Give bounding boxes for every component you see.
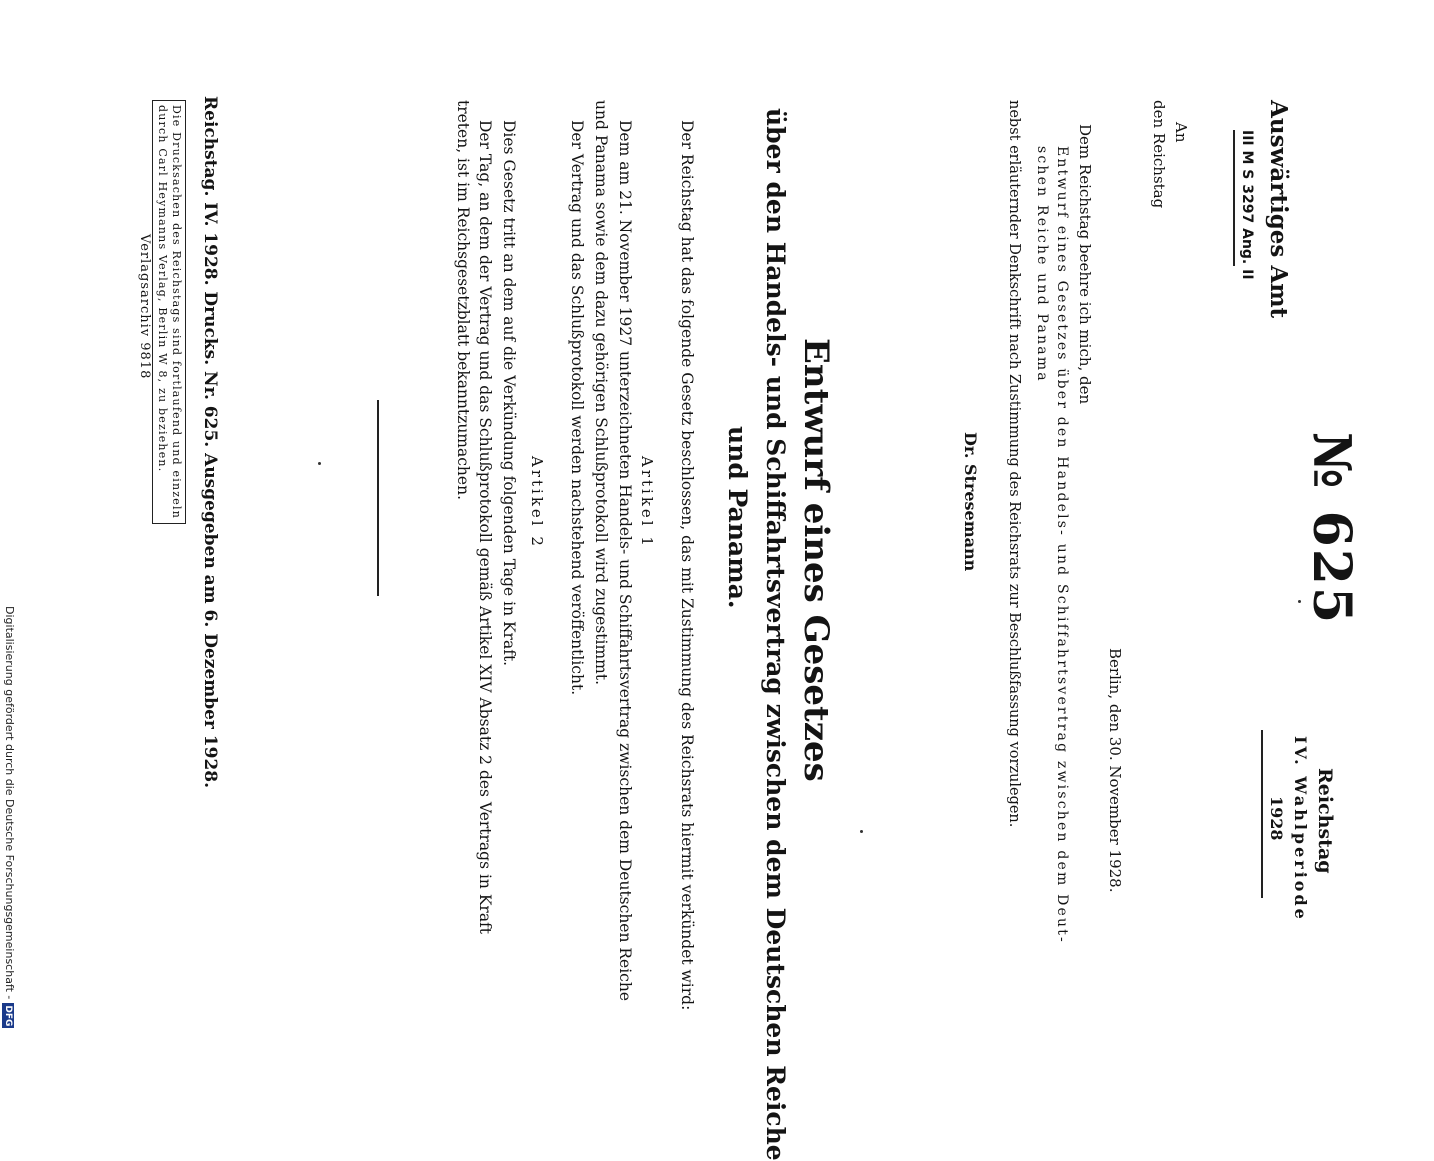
letter-line-2: Entwurf eines Gesetzes über den Handels- und Schiffahrtsvertrag zwischen dem Deut- xyxy=(1054,146,1070,944)
article-1-paragraph-3: Der Vertrag und das Schlußprotokoll werden nachstehend veröffentlicht. xyxy=(568,120,586,696)
article-1-paragraph-2: und Panama sowie dem dazu gehörigen Schlußprotokoll wird zugestimmt. xyxy=(592,100,610,686)
wahlperiode-label: IV. Wahlperiode xyxy=(1291,736,1310,922)
speck xyxy=(860,830,863,833)
distribution-note-line-1: Die Drucksachen des Reichstags sind fortlaufend und einzeln xyxy=(170,105,183,519)
article-1-heading: Artikel 1 xyxy=(638,456,656,549)
reichstag-label: Reichstag xyxy=(1314,768,1336,874)
document-number: № 625 xyxy=(1301,432,1362,626)
article-2-paragraph-3: treten, ist im Reichsgesetzblatt bekanntzumachen. xyxy=(454,100,472,500)
imprint-line: Reichstag. IV. 1928. Drucks. Nr. 625. Ausgegeben am 6. Dezember 1928. xyxy=(200,96,220,789)
distribution-note xyxy=(152,100,186,524)
publisher-archive: Verlagsarchiv 9818 xyxy=(137,234,152,380)
reference-number: III M S 3297 Ang. II xyxy=(1239,130,1255,280)
title-line-1: Entwurf eines Gesetzes xyxy=(796,338,836,782)
letter-line-4: nebst erläuternder Denkschrift nach Zustimmung des Reichsrats zur Beschlußfassung vorzulegen. xyxy=(1006,100,1022,828)
separator-rule xyxy=(377,400,379,596)
title-line-3: und Panama. xyxy=(723,426,752,609)
signature: Dr. Stresemann xyxy=(961,432,980,572)
enactment-clause: Der Reichstag hat das folgende Gesetz beschlossen, das mit Zustimmung des Reichsrats hiermit verkündet wird: xyxy=(678,120,696,1011)
distribution-note-line-2: durch Carl Heymanns Verlag, Berlin W 8, zu beziehen. xyxy=(156,105,169,473)
speck xyxy=(318,462,321,465)
title-line-2: über den Handels- und Schiffahrtsvertrag zwischen dem Deutschen Reiche xyxy=(761,108,790,1161)
article-1-paragraph-1: Dem am 21. November 1927 unterzeichneten Handels- und Schiffahrtsvertrag zwischen dem Deutschen Reiche xyxy=(616,120,634,1002)
article-2-heading: Artikel 2 xyxy=(528,456,546,549)
letter-line-1: Dem Reichstag beehre ich mich, den xyxy=(1076,124,1094,405)
reference-underline xyxy=(1233,130,1235,266)
credit-text: Digitalisierung gefördert durch die Deutsche Forschungsgemeinschaft - xyxy=(3,606,16,1000)
speck xyxy=(1298,600,1301,603)
article-2-paragraph-2: Der Tag, an dem der Vertrag und das Schlußprotokoll gemäß Artikel XIV Absatz 2 des Vertrags in Kraft xyxy=(476,120,494,935)
recipient-an: An xyxy=(1172,122,1190,143)
bracket-top xyxy=(1261,730,1263,898)
year-label: 1928 xyxy=(1267,796,1286,841)
article-2-paragraph-1: Dies Gesetz tritt an dem auf die Verkündung folgenden Tage in Kraft. xyxy=(500,120,518,667)
letter-line-3: schen Reiche und Panama xyxy=(1034,146,1050,383)
place-date: Berlin, den 30. November 1928. xyxy=(1106,648,1124,893)
dfg-logo: DFG xyxy=(3,1005,13,1027)
office-name: Auswärtiges Amt xyxy=(1265,100,1292,319)
recipient-reichstag: den Reichstag xyxy=(1150,100,1168,209)
digitization-credit xyxy=(2,606,16,1028)
